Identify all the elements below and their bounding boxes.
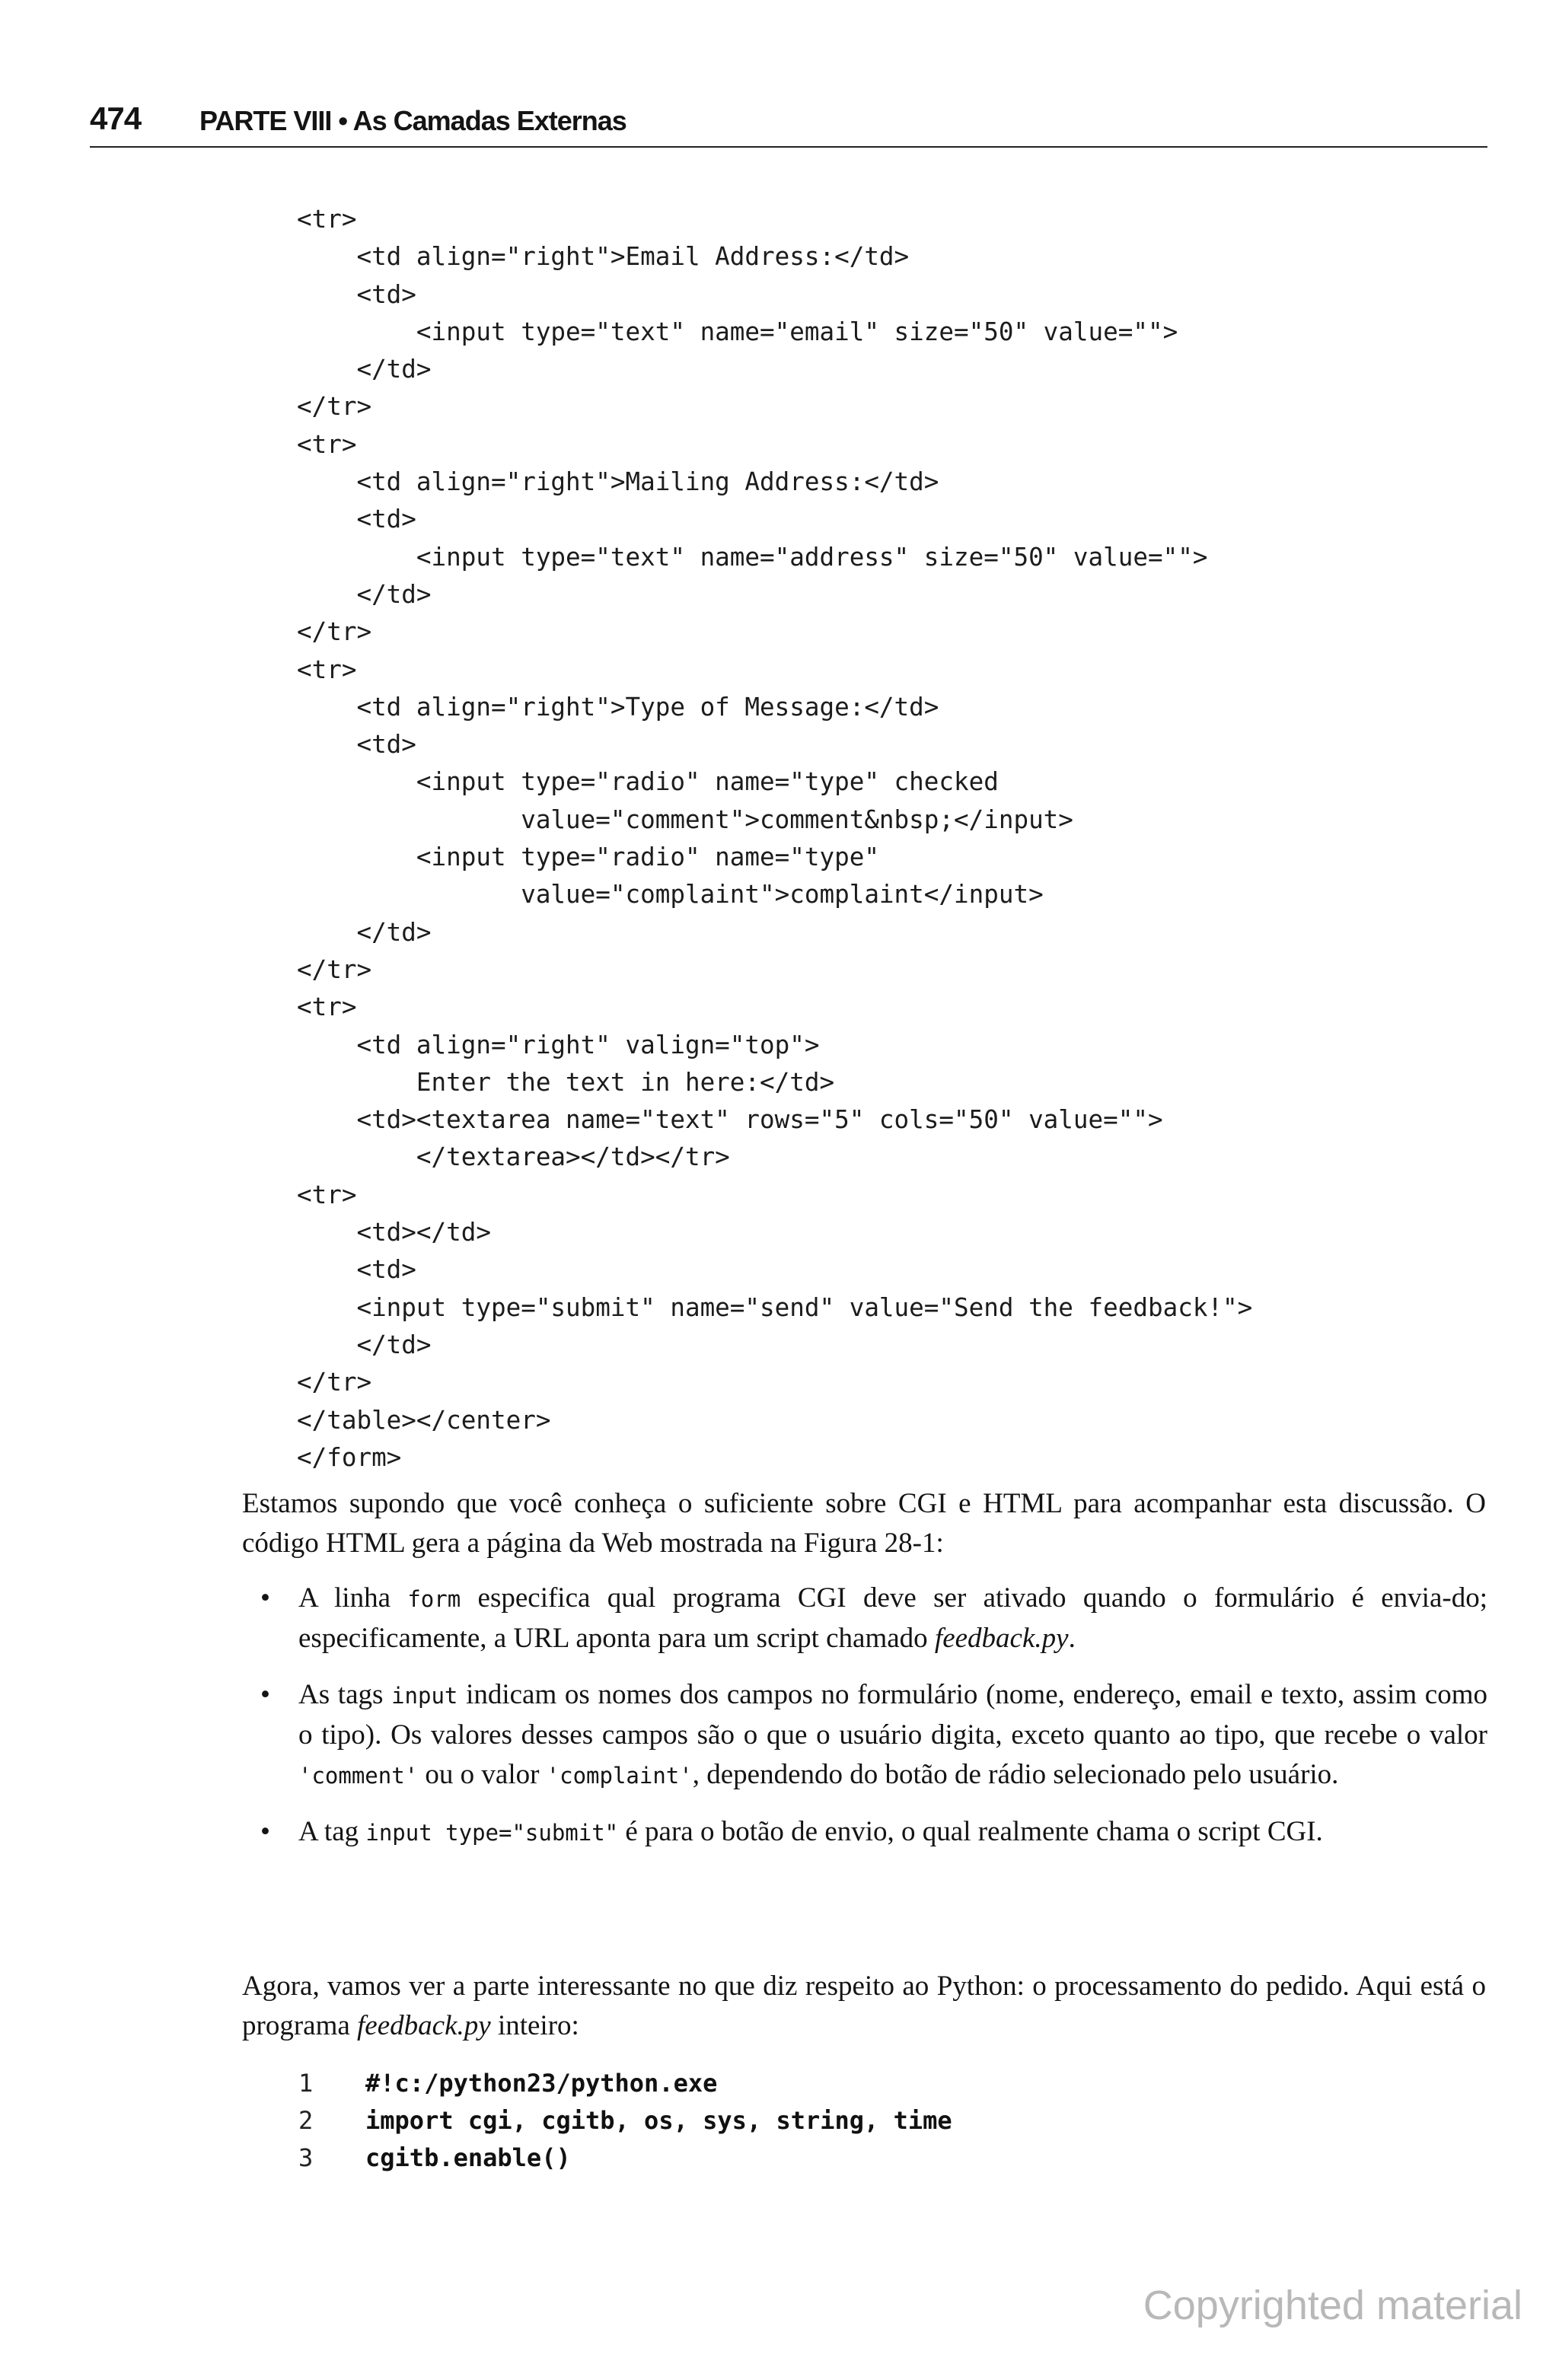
line-code: import cgi, cgitb, os, sys, string, time — [365, 2106, 952, 2135]
inline-code: form — [407, 1586, 461, 1612]
bullet-text: , dependendo do botão de rádio selecionado pelo usuário. — [692, 1759, 1339, 1790]
line-number: 2 — [298, 2106, 314, 2135]
python-listing — [298, 2065, 952, 2177]
inline-code: input — [391, 1683, 458, 1709]
bullet-text: especifica qual programa CGI deve ser ativado quando o formulário é envia-do; especificamente, a URL aponta para um script chamado — [298, 1582, 1487, 1654]
bullet-input — [242, 1675, 1487, 1795]
bullet-dot-icon: • — [260, 1582, 270, 1614]
listing-line — [298, 2102, 952, 2139]
line-number: 3 — [298, 2143, 314, 2172]
paragraph-python — [242, 1967, 1486, 2046]
running-header — [90, 97, 1487, 148]
bullet-text: A tag — [298, 1816, 366, 1847]
bullet-list — [242, 1579, 1487, 1869]
bullet-dot-icon: • — [260, 1679, 270, 1710]
inline-code: 'complaint' — [546, 1763, 693, 1789]
page-number: 474 — [90, 100, 142, 136]
filename-emphasis: feedback.py — [934, 1623, 1069, 1654]
running-title: PARTE VIII • As Camadas Externas — [199, 105, 626, 136]
html-code-block: <tr> <td align="right">Email Address:</td> <td> <input type="text" name="email" size="50" value=""> </td> </tr> <tr> <td align="right">Mailing Address:</td> <td> <input type="text" name="address" size="50" value=""> </td> </tr> <tr> <td align="right">Type of Message:</td> <td> <input type="radio" name="type" checked value="comment">comment&nbsp;</input> <input type="radio" name="type" value="complaint">complaint</input> </td> </tr> <tr> <td align="right" valign="top"> Enter the text in here:</td> <td><textarea name="text" rows="5" cols="50" value=""> </textarea></td></tr> <tr> <td></td> <td> <input type="submit" name="send" value="Send the feedback!"> </td> </tr> </table></center> </form> — [297, 205, 1253, 1472]
bullet-dot-icon: • — [260, 1816, 270, 1847]
copyright-watermark: Copyrighted material — [1143, 2283, 1522, 2328]
bullet-text: é para o botão de envio, o qual realmente chama o script CGI. — [618, 1816, 1323, 1847]
inline-code: 'comment' — [298, 1763, 419, 1789]
paragraph-intro: Estamos supondo que você conheça o suficiente sobre CGI e HTML para acompanhar esta discussão. O código HTML gera a página da Web mostrada na Figura 28-1: — [242, 1488, 1486, 1559]
bullet-text: A linha — [298, 1582, 408, 1614]
line-number: 1 — [298, 2069, 314, 2098]
line-code: #!c:/python23/python.exe — [365, 2069, 718, 2098]
paragraph-text: Agora, vamos ver a parte interessante no que diz respeito ao Python: o processamento do pedido. Aqui está o programa — [242, 1971, 1486, 2041]
paragraph-text: inteiro: — [490, 2010, 579, 2041]
listing-line — [298, 2139, 952, 2177]
bullet-submit — [242, 1812, 1487, 1853]
bullet-text: . — [1068, 1623, 1076, 1654]
line-code: cgitb.enable() — [365, 2143, 571, 2172]
bullet-form — [242, 1579, 1487, 1658]
listing-line — [298, 2065, 952, 2102]
filename-emphasis: feedback.py — [357, 2010, 491, 2041]
bullet-text: indicam os nomes dos campos no formulário (nome, endereço, email e texto, assim como o tipo). Os valores desses campos são o que o usuário digita, exceto quanto ao tipo, que recebe o valor — [298, 1679, 1487, 1751]
bullet-text: As tags — [298, 1679, 392, 1710]
bullet-text: ou o valor — [418, 1759, 547, 1790]
inline-code: input type="submit" — [365, 1820, 619, 1846]
